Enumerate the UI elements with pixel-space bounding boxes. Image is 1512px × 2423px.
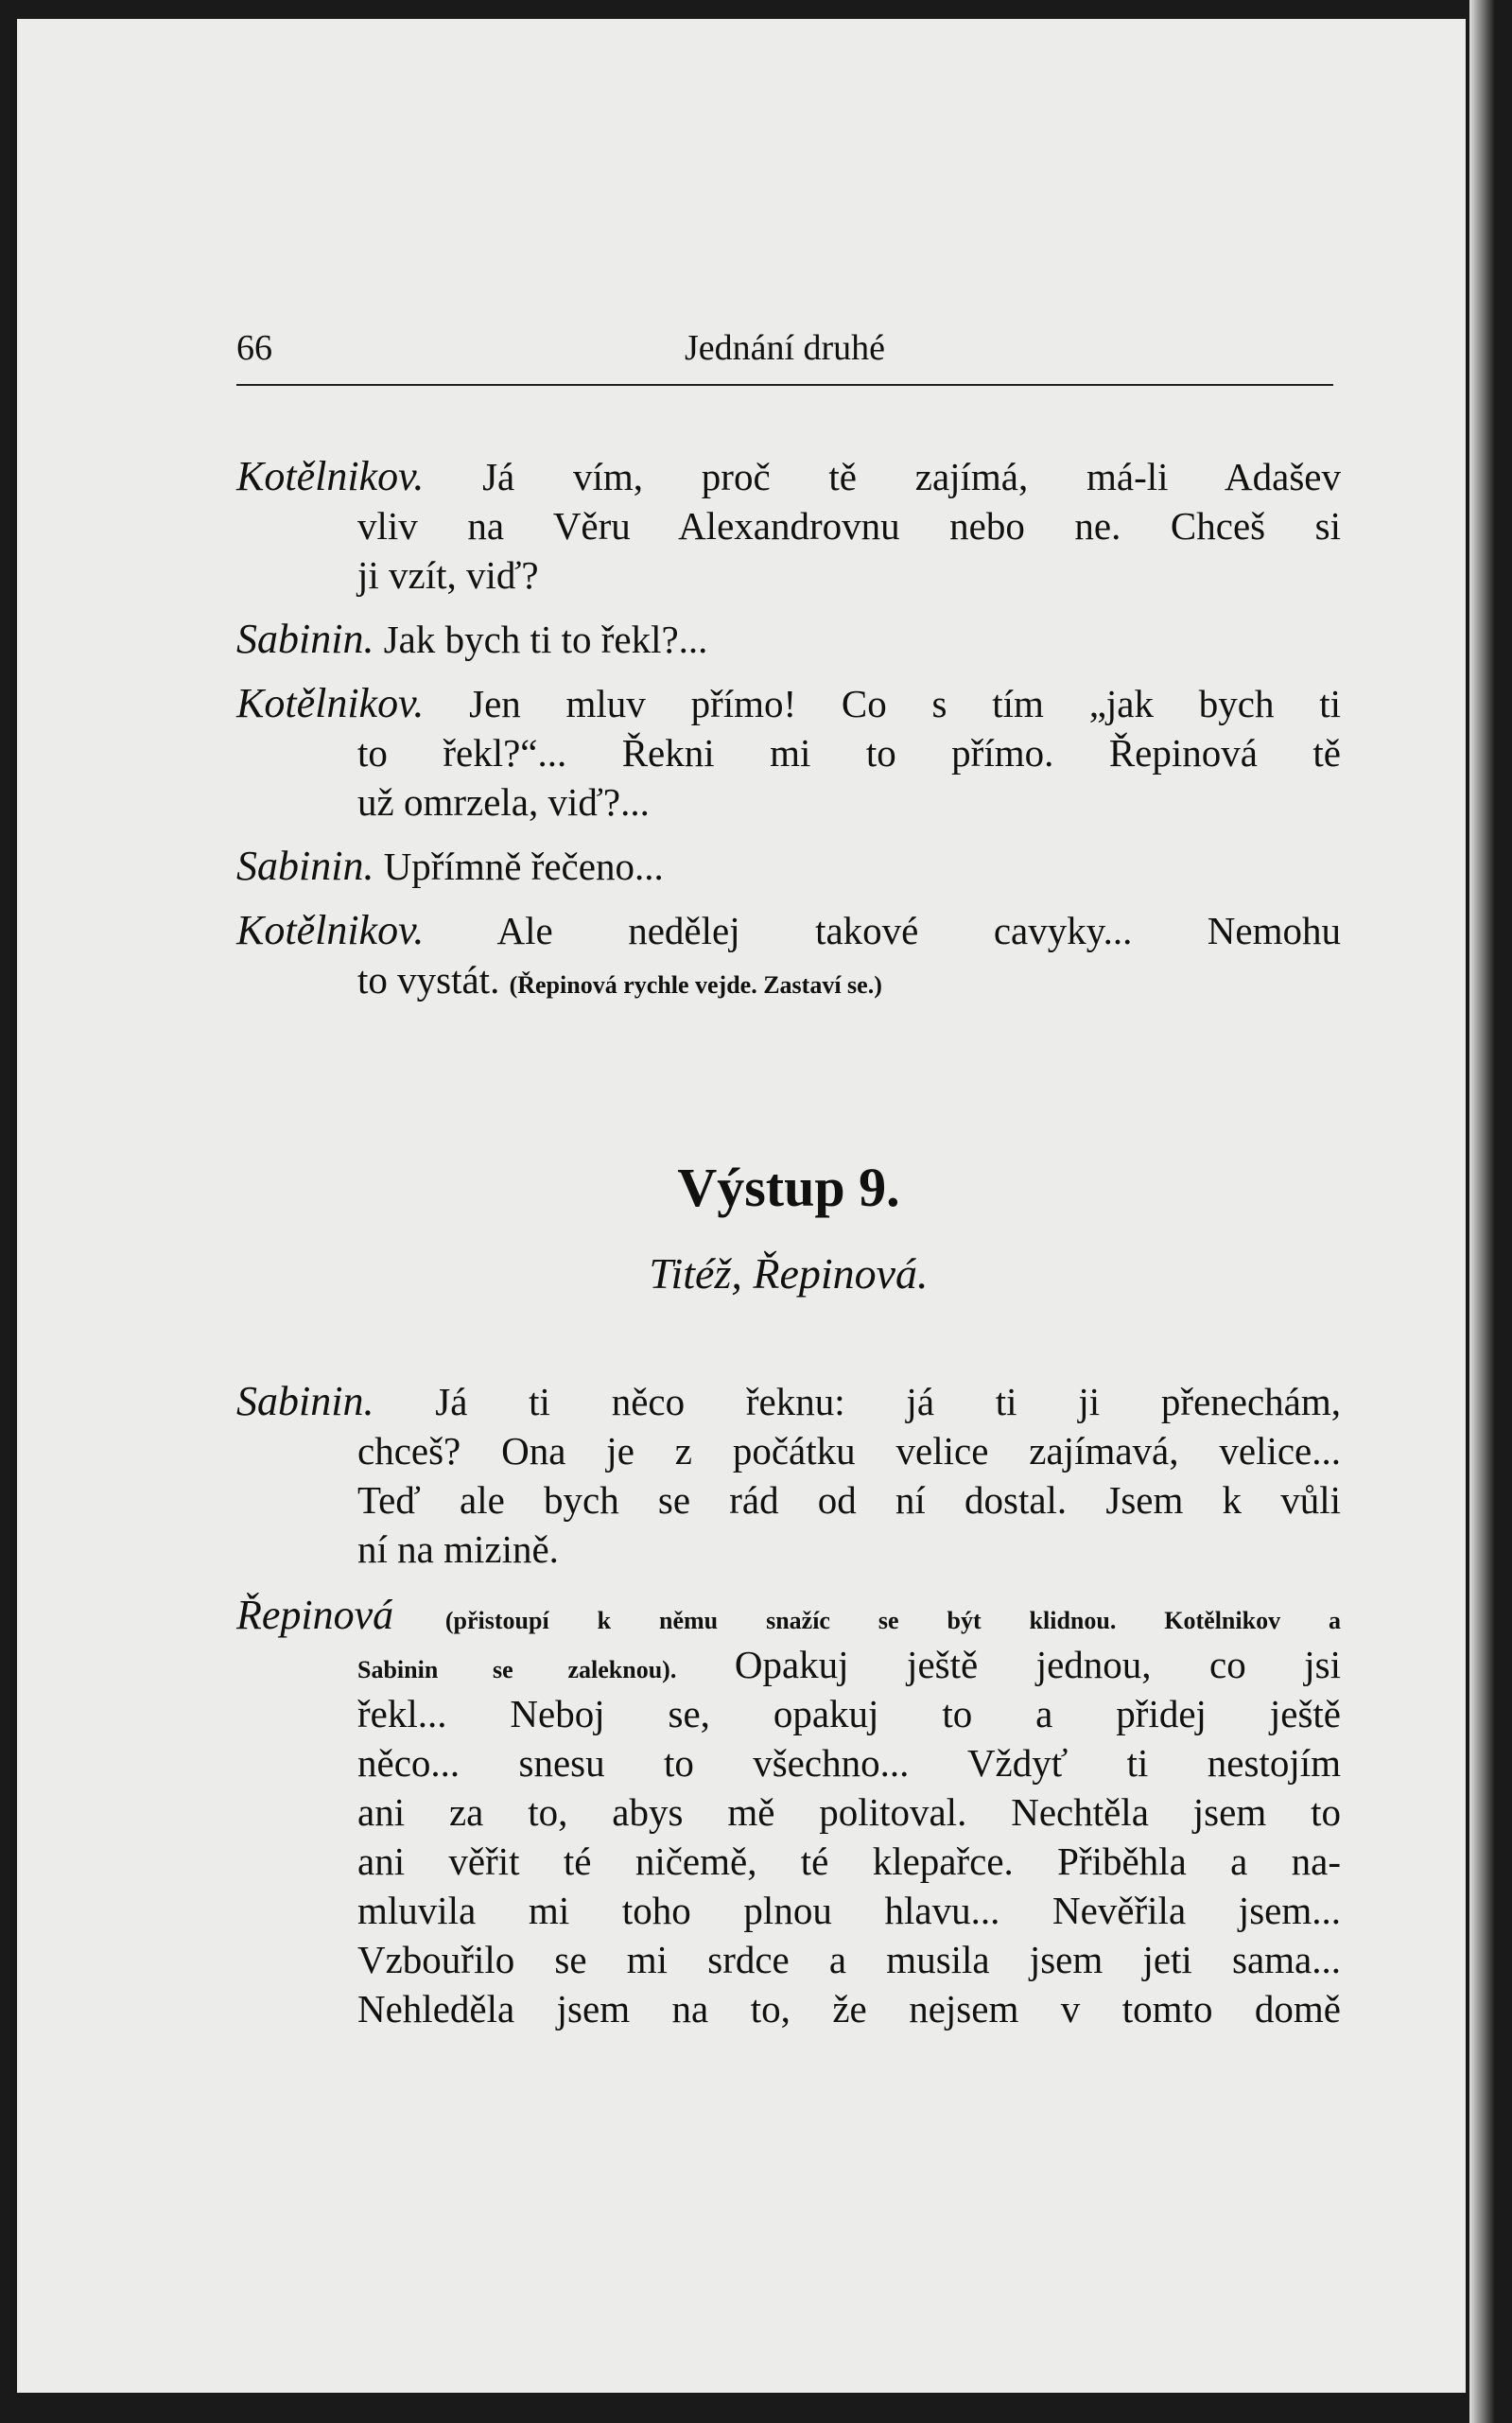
- text-line: ani za to, abys mě politoval. Nechtěla jsem to: [357, 1790, 1341, 1834]
- text-line: [236, 615, 1341, 664]
- text-line: [236, 1591, 1341, 1640]
- stage-direction: Sabinin se zaleknou).: [357, 1656, 677, 1683]
- scene-heading: Výstup 9.: [677, 1157, 900, 1218]
- text-line: [357, 955, 1341, 1004]
- text-line: [236, 906, 1341, 955]
- text-line: Nehleděla jsem na to, že nejsem v tomto domě: [357, 1987, 1341, 2031]
- line-text: Opakuj ještě jednou, co jsi: [676, 1643, 1342, 1686]
- speaker-name: Sabinin.: [236, 843, 374, 889]
- scan-edge: [1469, 0, 1512, 2423]
- text-line: [236, 1377, 1341, 1426]
- text-line: ní na mizině.: [357, 1527, 559, 1571]
- speaker-name: Řepinová: [236, 1592, 394, 1638]
- stage-direction: (přistoupí k němu snažíc se být klidnou. Kotělnikov a: [444, 1607, 1342, 1634]
- text-line: vliv na Věru Alexandrovnu nebo ne. Chceš si: [357, 504, 1341, 548]
- scene-cast: Titéž, Řepinová.: [649, 1249, 929, 1298]
- speaker-name: Kotělnikov.: [236, 907, 425, 953]
- text-line: mluvila mi toho plnou hlavu... Nevěřila jsem...: [357, 1889, 1341, 1932]
- text-line: chceš? Ona je z počátku velice zajímavá, velice...: [357, 1429, 1341, 1473]
- text-line: řekl... Neboj se, opakuj to a přidej ještě: [357, 1692, 1341, 1735]
- running-title: Jednání druhé: [684, 328, 886, 368]
- text-line: Teď ale bych se rád od ní dostal. Jsem k vůli: [357, 1478, 1341, 1522]
- line-text: Jak bych ti to řekl?...: [374, 618, 708, 661]
- text-line: [236, 679, 1341, 728]
- text-line: ani věřit té ničemě, té klepařce. Přiběhla a na-: [357, 1839, 1341, 1883]
- line-text: Upřímně řečeno...: [374, 845, 664, 888]
- line-text: Jen mluv přímo! Co s tím „jak bych ti: [424, 682, 1341, 725]
- page-header: [236, 312, 1333, 369]
- speaker-name: Sabinin.: [236, 616, 374, 662]
- header-rule: [236, 384, 1333, 386]
- page-number: 66: [236, 328, 272, 368]
- speaker-name: Sabinin.: [236, 1378, 374, 1424]
- text-line: už omrzela, viď?...: [357, 780, 650, 824]
- text-line: Vzbouřilo se mi srdce a musila jsem jeti sama...: [357, 1938, 1341, 1981]
- speaker-name: Kotělnikov.: [236, 453, 425, 499]
- text-line: to řekl?“... Řekni mi to přímo. Řepinová tě: [357, 731, 1341, 775]
- line-text: to vystát.: [357, 958, 500, 1002]
- line-text: Já vím, proč tě zajímá, má-li Adašev: [424, 455, 1341, 498]
- text-line: [236, 842, 1341, 891]
- text-line: [236, 452, 1341, 501]
- text-line: [357, 1640, 1341, 1689]
- text-line: něco... snesu to všechno... Vždyť ti nestojím: [357, 1741, 1341, 1785]
- stage-direction: (Řepinová rychle vejde. Zastaví se.): [509, 971, 882, 999]
- line-text: Ale nedělej takové cavyky... Nemohu: [424, 909, 1341, 952]
- text-line: ji vzít, viď?: [357, 553, 539, 597]
- line-text: Já ti něco řeknu: já ti ji přenechám,: [374, 1380, 1341, 1423]
- speaker-name: Kotělnikov.: [236, 680, 425, 726]
